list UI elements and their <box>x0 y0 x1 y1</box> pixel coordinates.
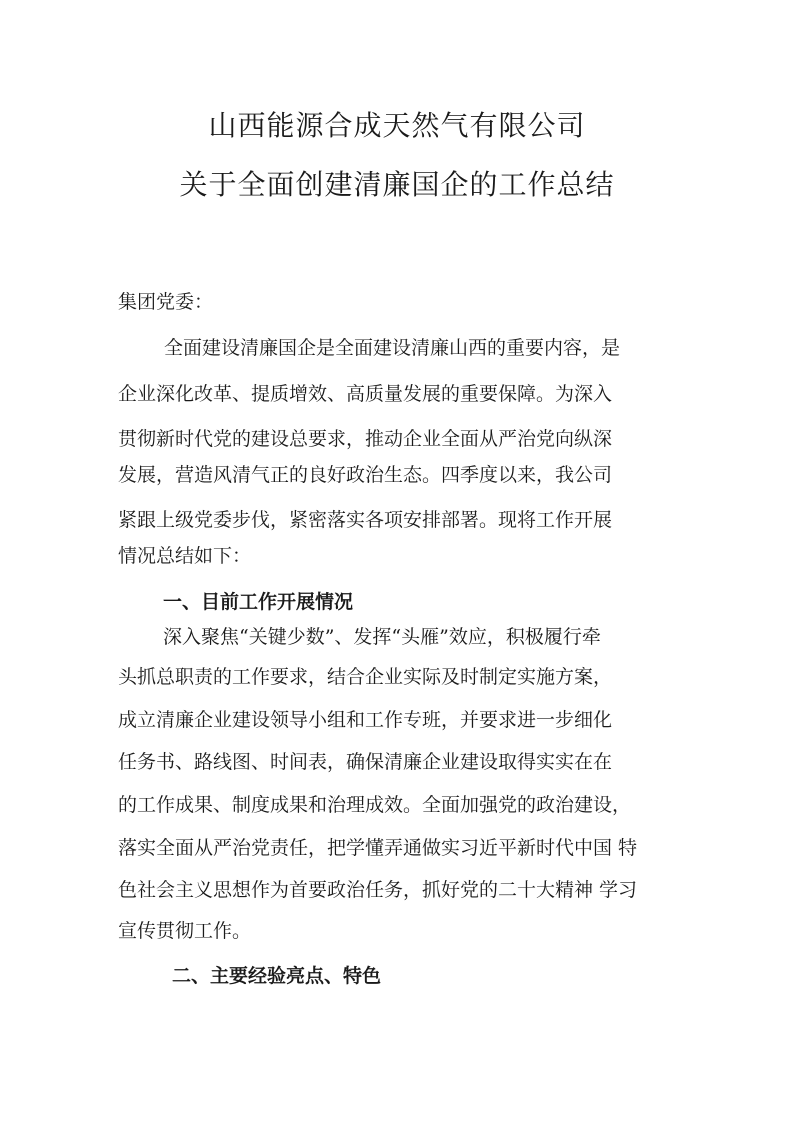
paragraph-line: 宣传贯彻工作。 <box>118 920 252 942</box>
document-title-line-2: 关于全面创建清廉国企的工作总结 <box>179 168 615 201</box>
paragraph-line: 情况总结如下： <box>118 545 252 567</box>
paragraph-line: 成立清廉企业建设领导小组和工作专班，并要求进一步细化 <box>118 709 613 731</box>
paragraph-line: 贯彻新时代党的建设总要求，推动企业全面从严治党向纵深 <box>118 428 613 450</box>
document-title-line-1: 山西能源合成天然气有限公司 <box>208 109 586 142</box>
salutation: 集团党委： <box>118 291 214 313</box>
section-heading-2: 二、主要经验亮点、特色 <box>172 965 382 987</box>
paragraph-line: 企业深化改革、提质增效、高质量发展的重要保障。为深入 <box>118 383 613 405</box>
paragraph-line: 紧跟上级党委步伐，紧密落实各项安排部署。现将工作开展 <box>118 509 613 531</box>
paragraph-line: 全面建设清廉国企是全面建设清廉山西的重要内容，是 <box>164 337 621 359</box>
paragraph-line: 深入聚焦“关键少数”、发挥“头雁”效应，积极履行牵 <box>163 626 601 648</box>
paragraph-line: 落实全面从严治党责任，把学懂弄通做实习近平新时代中国 特 <box>118 837 638 859</box>
paragraph-line: 任务书、路线图、时间表，确保清廉企业建设取得实实在在 <box>118 751 613 773</box>
paragraph-line: 色社会主义思想作为首要政治任务，抓好党的二十大精神 学习 <box>118 879 638 901</box>
paragraph-line: 发展，营造风清气正的良好政治生态。四季度以来，我公司 <box>118 464 613 486</box>
paragraph-line: 的工作成果、制度成果和治理成效。全面加强党的政治建设， <box>118 794 632 816</box>
section-heading-1: 一、目前工作开展情况 <box>163 591 354 613</box>
paragraph-line: 头抓总职责的工作要求，结合企业实际及时制定实施方案， <box>118 666 613 688</box>
